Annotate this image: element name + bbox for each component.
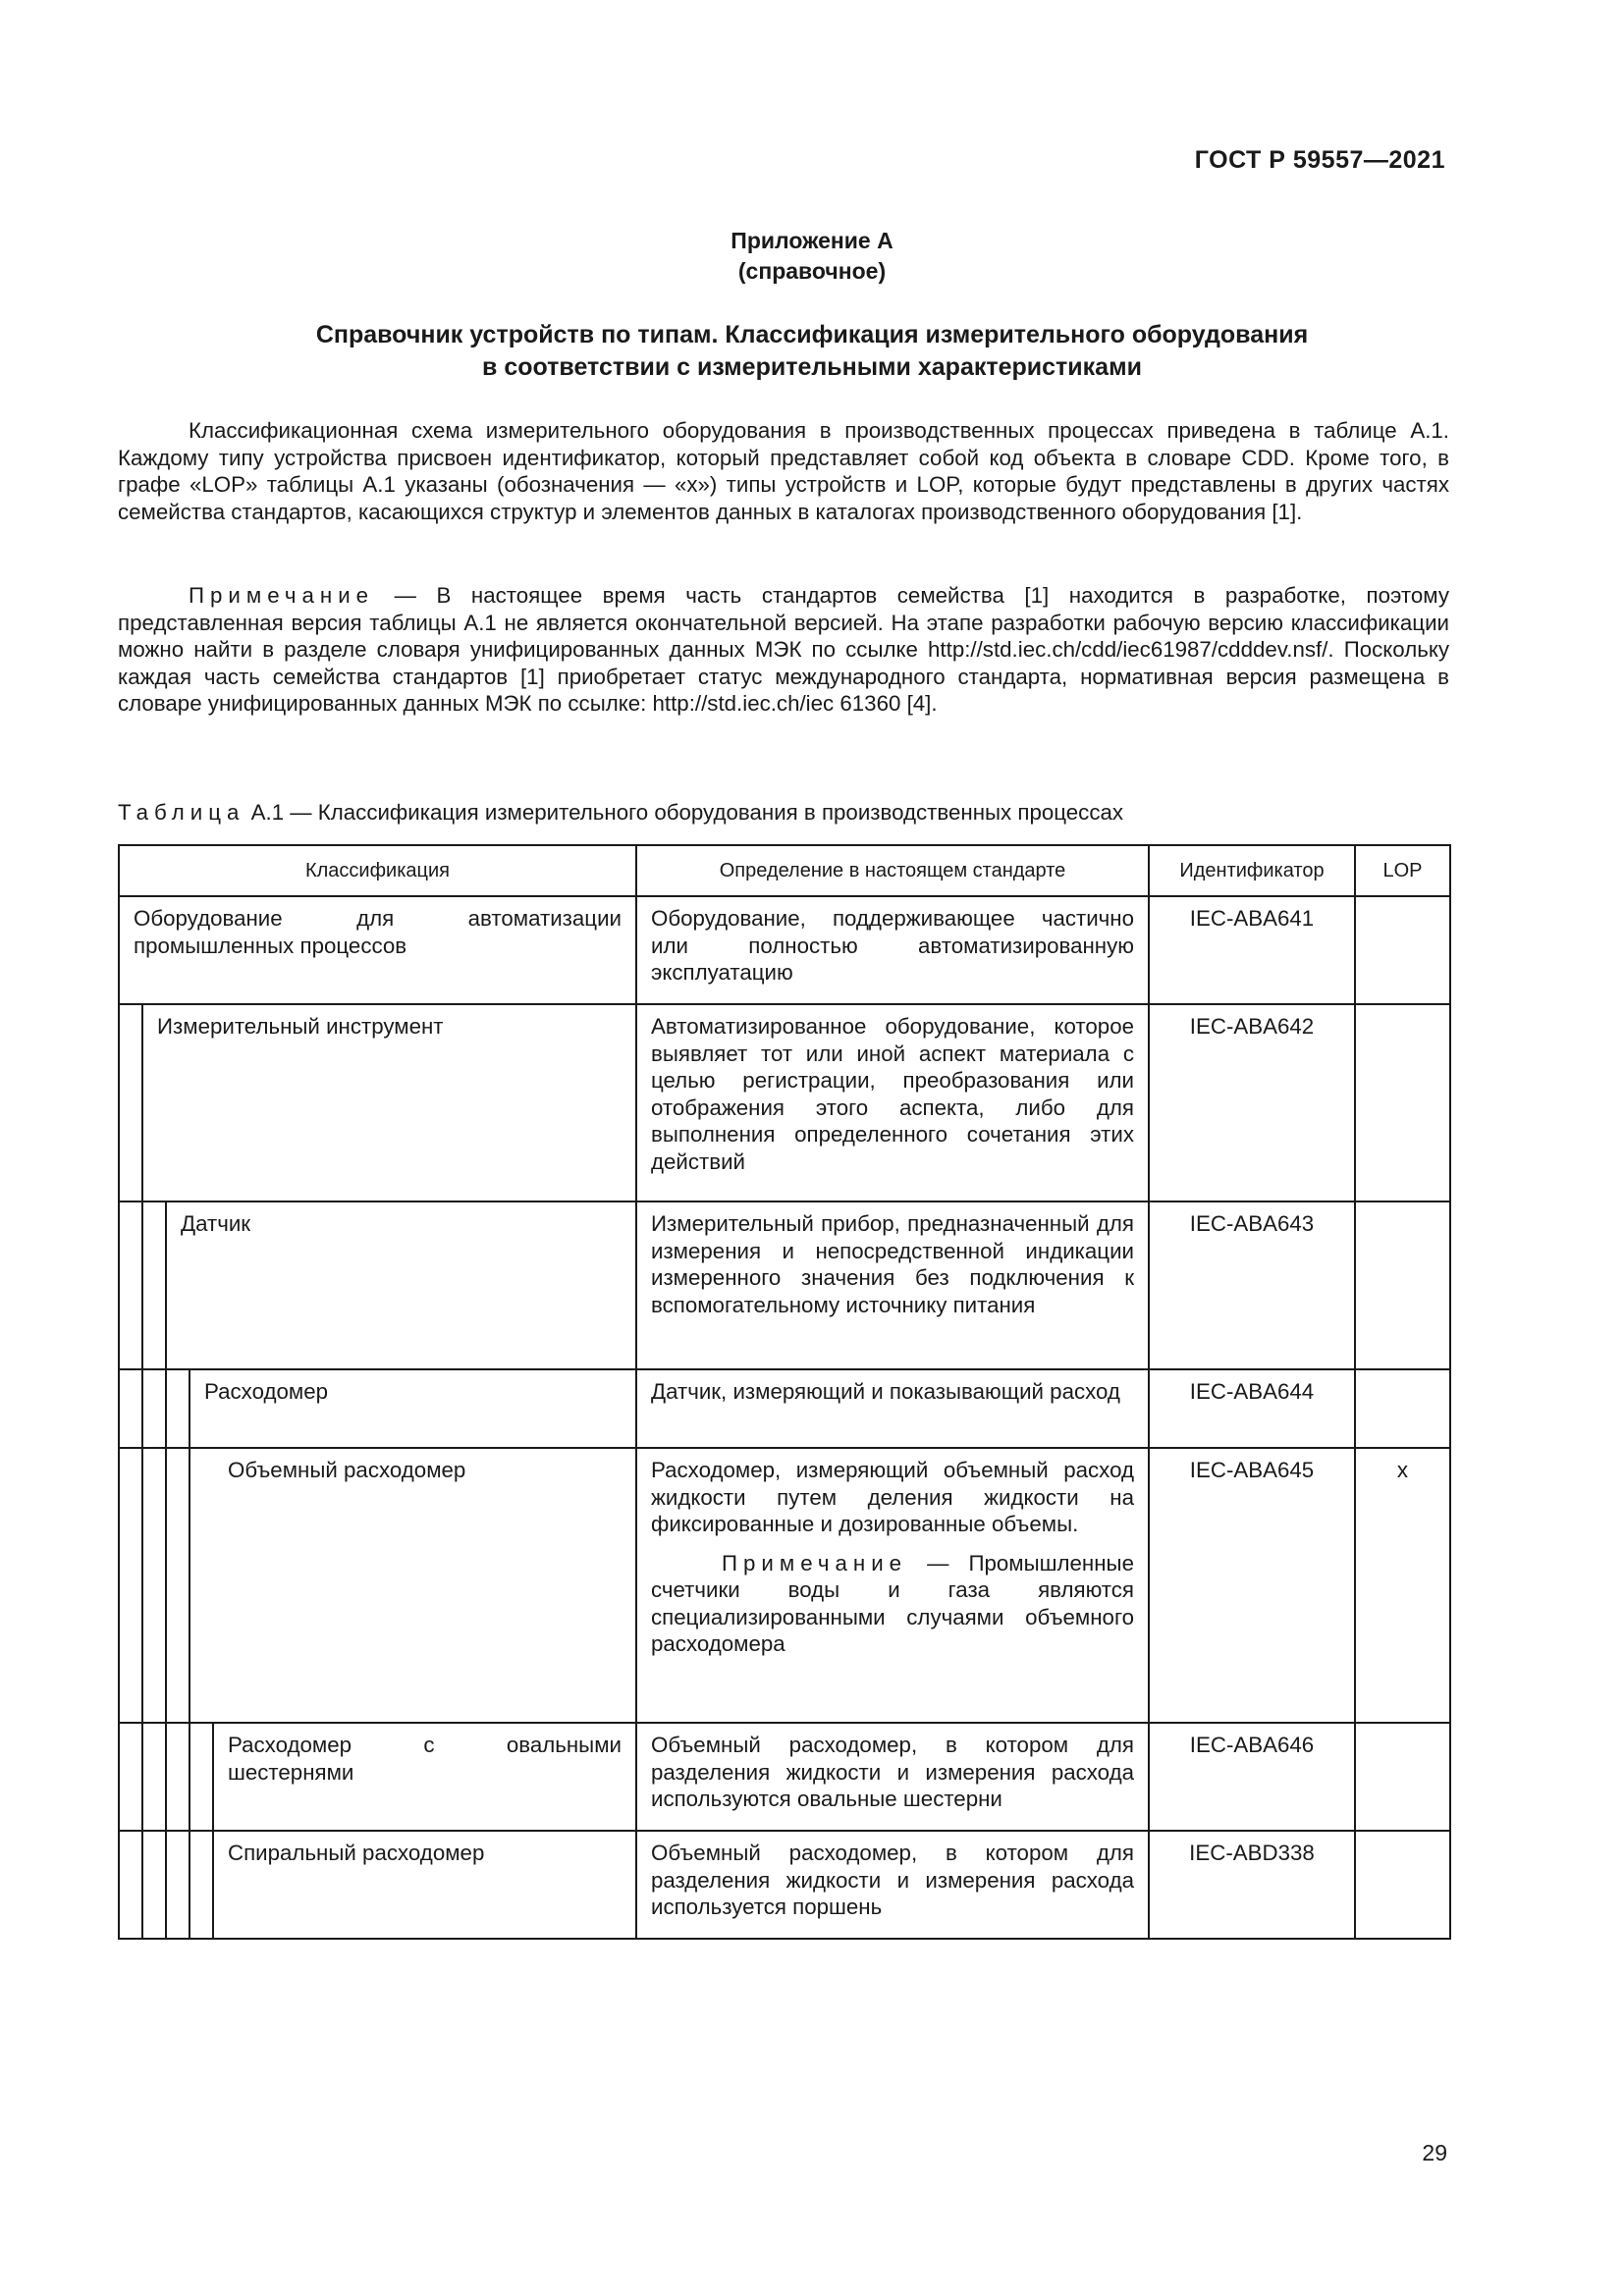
note-label: Примечание [189, 583, 375, 608]
definition-cell: Автоматизированное оборудование, которое выявляет тот или иной аспект материала с целью регистрации, преобразования или отображения этого аспекта, либо для выполнения определенного сочетания этих действий [636, 1004, 1149, 1201]
indent-cell [119, 1369, 142, 1448]
lop-cell [1355, 1723, 1450, 1831]
table-caption-label: Таблица [118, 800, 245, 825]
indent-cell [142, 1831, 166, 1939]
lop-cell [1355, 1004, 1450, 1201]
header-lop: LOP [1355, 845, 1450, 896]
identifier-cell: IEC-ABA641 [1149, 896, 1355, 1004]
lop-cell [1355, 1831, 1450, 1939]
table-header-row [119, 845, 1450, 896]
indent-cell [166, 1831, 189, 1939]
identifier-cell: IEC-ABA643 [1149, 1201, 1355, 1369]
definition-text: Расходомер, измеряющий объемный расход жидкости путем деления жидкости на фиксированные и дозированные объемы. [651, 1458, 1134, 1536]
table-row [119, 1201, 1450, 1369]
definition-cell: Измерительный прибор, предназначенный для измерения и непосредственной индикации измеренного значения без подключения к вспомогательному источнику питания [636, 1201, 1149, 1369]
main-title-line-2: в соответствии с измерительными характеристиками [482, 353, 1142, 381]
indent-cell [142, 1369, 166, 1448]
classification-table [118, 844, 1451, 1940]
lop-cell [1355, 896, 1450, 1004]
classification-cell: Измерительный инструмент [142, 1004, 636, 1201]
indent-cell [142, 1448, 166, 1723]
table-row [119, 1448, 1450, 1723]
definition-cell [636, 1448, 1149, 1723]
indent-cell [142, 1201, 166, 1369]
definition-note-text: — Промышленные счетчики воды и газа являются специализированными случаями объемного расходомера [651, 1550, 1134, 1656]
definition-note [651, 1550, 1134, 1658]
main-title [157, 319, 1467, 384]
table-caption [118, 800, 1123, 826]
lop-cell: x [1355, 1448, 1450, 1723]
definition-cell: Объемный расходомер, в котором для разделения жидкости и измерения расхода используется поршень [636, 1831, 1149, 1939]
appendix-subtitle: (справочное) [737, 258, 887, 284]
lop-cell [1355, 1201, 1450, 1369]
table-row [119, 1831, 1450, 1939]
indent-cell [166, 1723, 189, 1831]
indent-cell [189, 1723, 213, 1831]
indent-cell [119, 1831, 142, 1939]
indent-cell [119, 1723, 142, 1831]
classification-cell: Объемный расходомер [189, 1448, 636, 1723]
main-title-line-1: Справочник устройств по типам. Классификация измерительного оборудования [315, 321, 1309, 348]
classification-cell: Спиральный расходомер [213, 1831, 636, 1939]
definition-cell: Датчик, измеряющий и показывающий расход [636, 1369, 1149, 1448]
table-caption-text: А.1 — Классификация измерительного оборудования в производственных процессах [244, 800, 1124, 825]
appendix-title: Приложение А [731, 228, 893, 253]
indent-cell [166, 1369, 189, 1448]
definition-cell: Объемный расходомер, в котором для разделения жидкости и измерения расхода используются овальные шестерни [636, 1723, 1149, 1831]
indent-cell [166, 1448, 189, 1723]
header-definition: Определение в настоящем стандарте [636, 845, 1149, 896]
identifier-cell: IEC-ABA644 [1149, 1369, 1355, 1448]
note-text: — В настоящее время часть стандартов семейства [1] находится в разработке, поэтому представленная версия таблицы А.1 не является окончательной версией. На этапе разработки рабочую версию классификации можно найти в разделе словаря унифицированных данных МЭК по ссылке http://std.iec.ch/cdd/iec61987/cdddev.nsf/. Поскольку каждая часть семейства стандартов [1] приобретает статус международного стандарта, нормативная версия размещена в словаре унифицированных данных МЭК по ссылке: http://std.iec.ch/iec 61360 [4]. [118, 583, 1449, 716]
lop-cell [1355, 1369, 1450, 1448]
identifier-cell: IEC-ABA642 [1149, 1004, 1355, 1201]
indent-cell [142, 1723, 166, 1831]
table-row [119, 1004, 1450, 1201]
table-row [119, 1723, 1450, 1831]
identifier-cell: IEC-ABA646 [1149, 1723, 1355, 1831]
header-classification: Классификация [119, 845, 636, 896]
intro-paragraph: Классификационная схема измерительного оборудования в производственных процессах приведена в таблице А.1. Каждому типу устройства присвоен идентификатор, который представляет собой код объекта в словаре CDD. Кроме того, в графе «LOP» таблицы А.1 указаны (обозначения — «х») типы устройств и LOP, которые будут представлены в других частях семейства стандартов, касающихся структур и элементов данных в каталогах производственного оборудования [1]. [118, 418, 1449, 524]
page-number: 29 [1422, 2140, 1447, 2165]
definition-cell: Оборудование, поддерживающее частично или полностью автоматизированную эксплуатацию [636, 896, 1149, 1004]
indent-cell [119, 1448, 142, 1723]
classification-cell: Расходомер с овальными шестернями [213, 1723, 636, 1831]
indent-cell [189, 1831, 213, 1939]
header-identifier: Идентификатор [1149, 845, 1355, 896]
classification-cell: Датчик [166, 1201, 636, 1369]
indent-cell [119, 1004, 142, 1201]
classification-cell: Оборудование для автоматизации промышленных процессов [119, 896, 636, 1004]
table-row [119, 1369, 1450, 1448]
identifier-cell: IEC-ABD338 [1149, 1831, 1355, 1939]
standard-code: ГОСТ Р 59557—2021 [1194, 146, 1445, 174]
indent-cell [119, 1201, 142, 1369]
table-row [119, 896, 1450, 1004]
definition-note-label: Примечание [722, 1550, 908, 1575]
identifier-cell: IEC-ABA645 [1149, 1448, 1355, 1723]
note-paragraph [118, 582, 1449, 718]
classification-cell: Расходомер [189, 1369, 636, 1448]
